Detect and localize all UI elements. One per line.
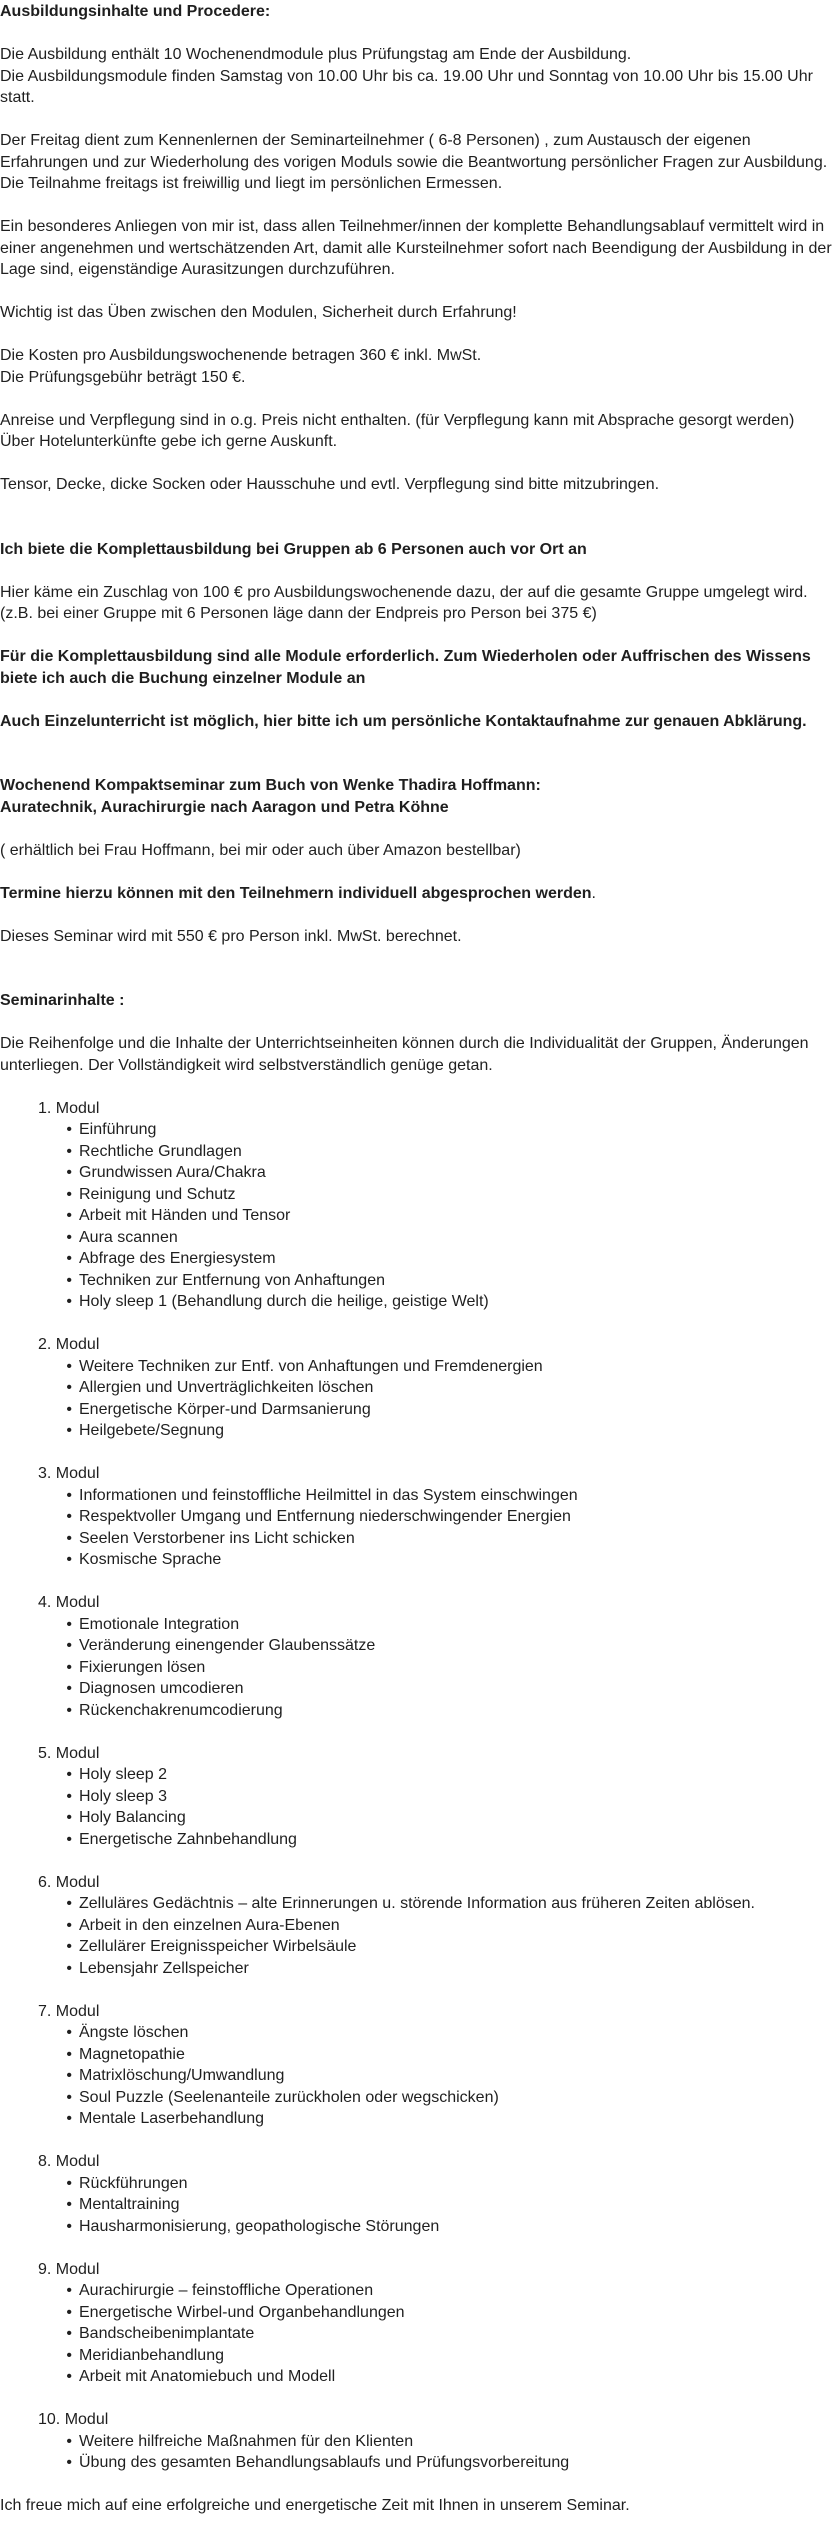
module-title: 2. Modul — [38, 1336, 100, 1353]
list-item — [0, 1764, 836, 1786]
list-item — [0, 2216, 836, 2238]
list-item — [0, 1506, 836, 1528]
list-item — [0, 1528, 836, 1550]
list-item-text: Holy sleep 3 — [79, 1787, 168, 1805]
list-item-text: Allergien und Unverträglichkeiten löschen — [79, 1379, 374, 1396]
group-paragraph-2: Für die Komplettausbildung sind alle Module erforderlich. Zum Wiederholen oder Auffrischen des Wissens biete ich auch die Buchung einzelner Module an — [0, 648, 811, 687]
list-item-text: Zellulärer Ereignisspeicher Wirbelsäule — [79, 1938, 357, 1955]
list-item-text: Energetische Körper-und Darmsanierung — [79, 1400, 371, 1418]
group-paragraph-3: Auch Einzelunterricht ist möglich, hier bitte ich um persönliche Kontaktaufnahme zur genauen Abklärung. — [0, 712, 807, 730]
seminar-paragraph-1: ( erhältlich bei Frau Hoffmann, bei mir oder auch über Amazon bestellbar) — [0, 841, 521, 859]
list-item-text: Arbeit mit Händen und Tensor — [79, 1207, 291, 1224]
module-list — [0, 1098, 836, 2474]
list-item — [0, 1807, 836, 1829]
list-item — [0, 1184, 836, 1206]
list-item-text: Veränderung einengender Glaubenssätze — [79, 1637, 376, 1654]
module-items — [0, 2280, 836, 2388]
list-item — [0, 1399, 836, 1421]
intro-line: Die Kosten pro Ausbildungswochenende betragen 360 € inkl. MwSt. — [0, 347, 482, 364]
module-2 — [0, 1334, 836, 1442]
list-item-text: Informationen und feinstoffliche Heilmittel in das System einschwingen — [79, 1486, 578, 1504]
intro-line: Die Teilnahme freitags ist freiwillig und liegt im persönlichen Ermessen. — [0, 175, 503, 192]
list-item — [0, 1270, 836, 1292]
group-line: (z.B. bei einer Gruppe mit 6 Personen läge dann der Endpreis pro Person bei 375 €) — [0, 605, 597, 622]
module-title: 7. Modul — [38, 2002, 100, 2020]
intro-line: Über Hotelunterkünfte gebe ich gerne Auskunft. — [0, 433, 338, 450]
list-item-text: Aura scannen — [79, 1228, 178, 1246]
intro-paragraph-bring: Tensor, Decke, dicke Socken oder Hausschuhe und evtl. Verpflegung sind bitte mitzubringen. — [0, 476, 660, 493]
list-item — [0, 1635, 836, 1657]
module-items — [0, 1119, 836, 1313]
intro-line: Die Ausbildungsmodule finden Samstag von 10.00 Uhr bis ca. 19.00 Uhr und Sonntag von 10.00 Uhr bis 15.00 Uhr statt. — [0, 67, 813, 106]
module-8 — [0, 2151, 836, 2237]
module-title: 4. Modul — [38, 1594, 100, 1611]
list-item-text: Techniken zur Entfernung von Anhaftungen — [79, 1271, 385, 1289]
module-5 — [0, 1743, 836, 1851]
intro-line: Die Ausbildung enthält 10 Wochenendmodule plus Prüfungstag am Ende der Ausbildung. — [0, 46, 632, 63]
seminar-dates-text: Termine hierzu können mit den Teilnehmern individuell abgesprochen werden — [0, 884, 592, 902]
list-item — [0, 2345, 836, 2367]
list-item-text: Bandscheibenimplantate — [79, 2325, 255, 2342]
list-item — [0, 2108, 836, 2130]
list-item — [0, 1915, 836, 1937]
list-item — [0, 2065, 836, 2087]
list-item — [0, 1420, 836, 1442]
list-item-text: Mentaltraining — [79, 2196, 180, 2213]
list-item — [0, 1700, 836, 1722]
list-item-text: Holy sleep 1 (Behandlung durch die heilige, geistige Welt) — [79, 1293, 489, 1310]
list-item — [0, 2452, 836, 2474]
list-item — [0, 1248, 836, 1270]
list-item — [0, 2087, 836, 2109]
list-item-text: Arbeit in den einzelnen Aura-Ebenen — [79, 1916, 340, 1934]
seminar-heading-line: Wochenend Kompaktseminar zum Buch von Wenke Thadira Hoffmann: — [0, 777, 541, 794]
list-item — [0, 1829, 836, 1851]
module-title: 10. Modul — [38, 2411, 109, 2428]
list-item-text: Matrixlöschung/Umwandlung — [79, 2067, 285, 2084]
list-item-text: Aurachirurgie – feinstoffliche Operationen — [79, 2282, 374, 2299]
list-item — [0, 2280, 836, 2302]
group-line: Hier käme ein Zuschlag von 100 € pro Ausbildungswochenende dazu, der auf die gesamte Gruppe umgelegt wird. — [0, 583, 808, 601]
list-item-text: Diagnosen umcodieren — [79, 1680, 244, 1697]
module-title: 6. Modul — [38, 1873, 100, 1891]
list-item — [0, 1614, 836, 1636]
list-item-text: Ängste löschen — [79, 2024, 189, 2041]
list-item-text: Kosmische Sprache — [79, 1551, 222, 1568]
module-7 — [0, 2001, 836, 2130]
list-item-text: Rückführungen — [79, 2174, 188, 2192]
list-item — [0, 1205, 836, 1227]
list-item-text: Heilgebete/Segnung — [79, 1422, 225, 1439]
list-item — [0, 2044, 836, 2066]
list-item — [0, 1936, 836, 1958]
intro-paragraph-2 — [0, 130, 836, 195]
list-item-text: Rechtliche Grundlagen — [79, 1142, 242, 1160]
list-item-text: Grundwissen Aura/Chakra — [79, 1164, 266, 1181]
intro-paragraph-4: Wichtig ist das Üben zwischen den Modulen, Sicherheit durch Erfahrung! — [0, 304, 517, 321]
list-item — [0, 2173, 836, 2195]
list-item-text: Arbeit mit Anatomiebuch und Modell — [79, 2368, 336, 2385]
seminar-paragraph-2 — [0, 883, 836, 905]
list-item — [0, 1377, 836, 1399]
list-item-text: Holy sleep 2 — [79, 1766, 168, 1783]
module-title: 3. Modul — [38, 1465, 100, 1482]
list-item-text: Seelen Verstorbener ins Licht schicken — [79, 1529, 355, 1547]
module-6 — [0, 1872, 836, 1980]
module-title: 8. Modul — [38, 2153, 100, 2170]
list-item-text: Meridianbehandlung — [79, 2346, 224, 2364]
intro-paragraph-travel — [0, 410, 836, 453]
list-item-text: Emotionale Integration — [79, 1615, 240, 1633]
list-item-text: Rückenchakrenumcodierung — [79, 1701, 283, 1719]
seminar-paragraph-3: Dieses Seminar wird mit 550 € pro Person inkl. MwSt. berechnet. — [0, 927, 462, 945]
list-item-text: Energetische Zahnbehandlung — [79, 1830, 297, 1848]
module-4 — [0, 1592, 836, 1721]
list-item — [0, 1227, 836, 1249]
list-item — [0, 1657, 836, 1679]
list-item — [0, 2194, 836, 2216]
module-items — [0, 1356, 836, 1442]
contents-paragraph-1: Die Reihenfolge und die Inhalte der Unterrichtseinheiten können durch die Individualität der Gruppen, Änderungen unterliegen. Der Vollständigkeit wird selbstverständlich genüge getan. — [0, 1035, 809, 1074]
list-item-text: Reinigung und Schutz — [79, 1185, 236, 1203]
list-item — [0, 1549, 836, 1571]
list-item-text: Fixierungen lösen — [79, 1658, 206, 1676]
list-item — [0, 1356, 836, 1378]
list-item-text: Energetische Wirbel-und Organbehandlungen — [79, 2303, 405, 2321]
list-item-text: Holy Balancing — [79, 1809, 186, 1826]
intro-line: Die Prüfungsgebühr beträgt 150 €. — [0, 368, 246, 386]
module-3 — [0, 1463, 836, 1571]
module-items — [0, 1893, 836, 1979]
list-item — [0, 2302, 836, 2324]
list-item-text: Magnetopathie — [79, 2045, 185, 2063]
list-item-text: Mentale Laserbehandlung — [79, 2110, 265, 2127]
module-items — [0, 2173, 836, 2238]
intro-line: Der Freitag dient zum Kennenlernen der Seminarteilnehmer ( 6-8 Personen) , zum Austausch der eigenen Erfahrungen und zur Wiederholung des vorigen Moduls sowie die Beantwortung persönlicher Fragen zur Ausbildung. — [0, 132, 828, 171]
intro-paragraph-3: Ein besonderes Anliegen von mir ist, dass allen Teilnehmer/innen der komplette Behandlungsablauf vermittelt wird in einer angenehmen und wertschätzenden Art, damit alle Kursteilnehmer sofort nach Beendigung der Ausbildung in der Lage sind, eigenständige Aurasitzungen durchzuführen. — [0, 218, 832, 278]
list-item — [0, 2022, 836, 2044]
module-items — [0, 1764, 836, 1850]
list-item — [0, 1786, 836, 1808]
closing-paragraph: Ich freue mich auf eine erfolgreiche und energetische Zeit mit Ihnen in unserem Seminar. — [0, 2497, 630, 2514]
list-item — [0, 1141, 836, 1163]
list-item — [0, 1119, 836, 1141]
module-10 — [0, 2409, 836, 2474]
list-item — [0, 1893, 836, 1915]
list-item — [0, 1678, 836, 1700]
module-items — [0, 2022, 836, 2130]
intro-line: Anreise und Verpflegung sind in o.g. Preis nicht enthalten. (für Verpflegung kann mit Absprache gesorgt werden) — [0, 411, 795, 429]
list-item — [0, 1958, 836, 1980]
list-item — [0, 2323, 836, 2345]
module-title: 9. Modul — [38, 2260, 100, 2278]
list-item-text: Soul Puzzle (Seelenanteile zurückholen oder wegschicken) — [79, 2088, 499, 2106]
module-title: 1. Modul — [38, 1099, 100, 1117]
module-items — [0, 1485, 836, 1571]
module-1 — [0, 1098, 836, 1313]
list-item-text: Einführung — [79, 1121, 157, 1138]
group-paragraph-1 — [0, 582, 836, 625]
seminar-heading — [0, 775, 836, 818]
list-item-text: Weitere hilfreiche Maßnahmen für den Klienten — [79, 2432, 414, 2450]
module-title: 5. Modul — [38, 1744, 100, 1762]
seminar-heading-line: Auratechnik, Aurachirurgie nach Aaragon und Petra Köhne — [0, 798, 449, 816]
intro-paragraph-1 — [0, 44, 836, 109]
list-item — [0, 2431, 836, 2453]
group-heading: Ich biete die Komplettausbildung bei Gruppen ab 6 Personen auch vor Ort an — [0, 540, 587, 558]
list-item — [0, 2366, 836, 2388]
list-item-text: Respektvoller Umgang und Entfernung niederschwingender Energien — [79, 1508, 571, 1525]
module-9 — [0, 2259, 836, 2388]
intro-heading: Ausbildungsinhalte und Procedere: — [0, 3, 271, 20]
list-item-text: Lebensjahr Zellspeicher — [79, 1959, 249, 1977]
list-item-text: Übung des gesamten Behandlungsablaufs und Prüfungsvorbereitung — [79, 2454, 570, 2471]
list-item-text: Zelluläres Gedächtnis – alte Erinnerungen u. störende Information aus früheren Zeiten ablösen. — [79, 1895, 755, 1912]
list-item — [0, 1162, 836, 1184]
module-items — [0, 2431, 836, 2474]
list-item — [0, 1291, 836, 1313]
list-item-text: Hausharmonisierung, geopathologische Störungen — [79, 2217, 440, 2235]
list-item — [0, 1485, 836, 1507]
module-items — [0, 1614, 836, 1722]
list-item-text: Weitere Techniken zur Entf. von Anhaftungen und Fremdenergien — [79, 1357, 543, 1375]
seminar-dates-period: . — [591, 884, 596, 902]
list-item-text: Abfrage des Energiesystem — [79, 1250, 276, 1267]
intro-paragraph-costs — [0, 345, 836, 388]
contents-heading: Seminarinhalte : — [0, 992, 125, 1009]
